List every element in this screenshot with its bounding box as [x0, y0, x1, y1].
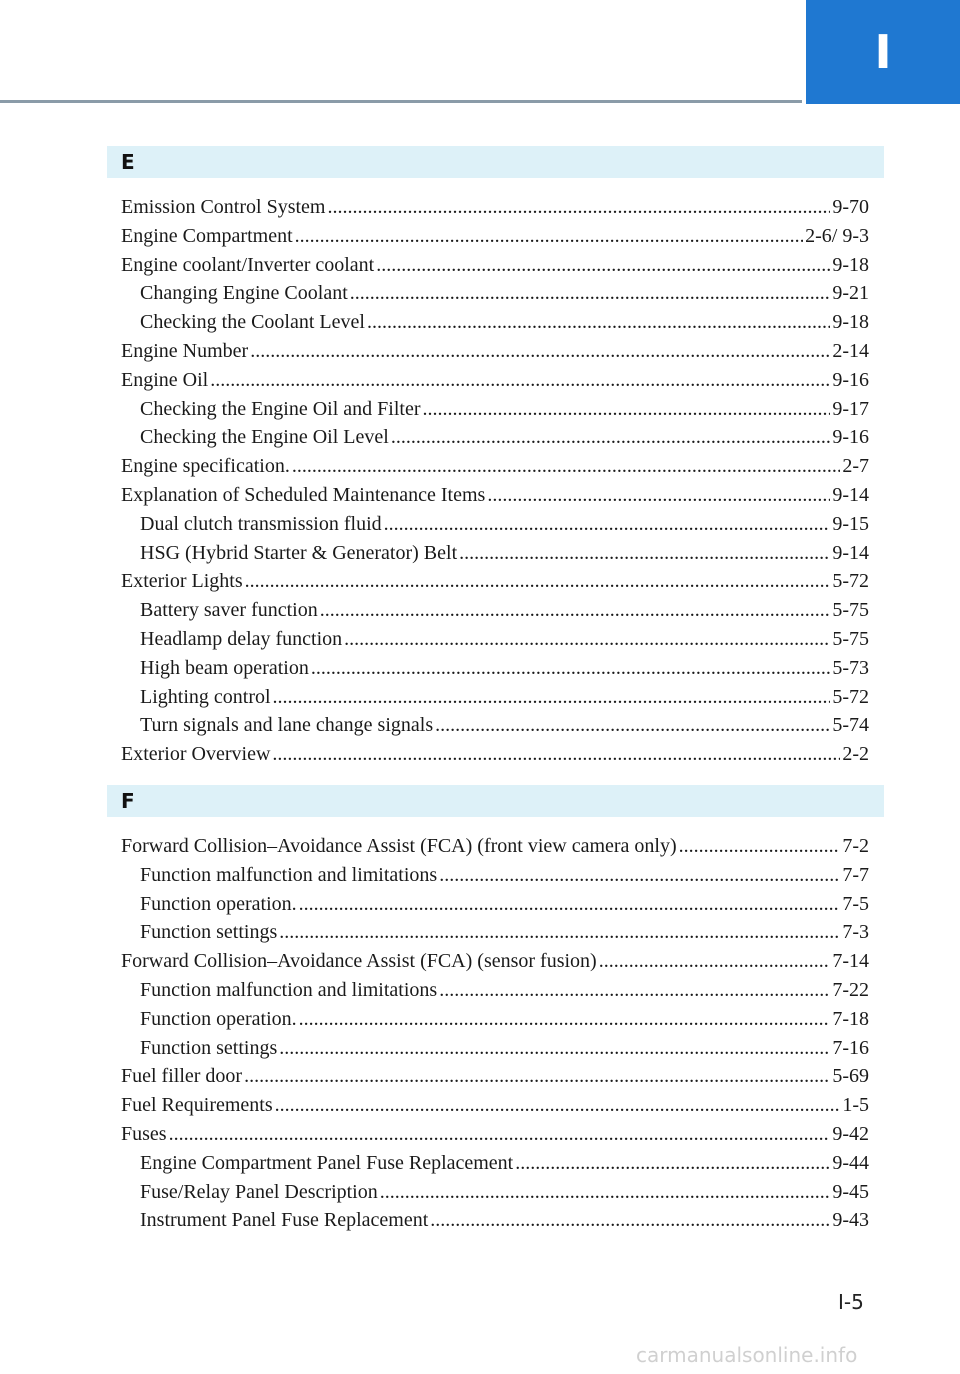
entry-page-ref: 5-73: [832, 656, 869, 679]
entry-label: Fuse/Relay Panel Description: [140, 1180, 378, 1203]
dot-leader: [320, 596, 831, 625]
entry-page-ref: 7-22: [832, 978, 869, 1001]
entry-label: Engine specification.: [121, 455, 290, 478]
entry-label: Engine Oil: [121, 368, 209, 391]
index-entry: [121, 222, 869, 251]
entry-page-ref: 7-18: [832, 1007, 869, 1030]
entry-page-ref: 9-14: [832, 483, 869, 506]
entry-label: HSG (Hybrid Starter & Generator) Belt: [140, 541, 458, 564]
entry-label: Changing Engine Coolant: [140, 282, 348, 305]
dot-leader: [244, 1062, 830, 1091]
entry-page-ref: 9-17: [832, 397, 869, 420]
header-rule: [0, 100, 802, 103]
entry-page-ref: 5-75: [832, 599, 869, 622]
dot-leader: [344, 625, 830, 654]
entry-page-ref: 9-18: [832, 311, 869, 334]
entry-label: Function settings: [140, 921, 278, 944]
index-subentry: [121, 395, 869, 424]
index-entry: [121, 193, 869, 222]
index-entry: [121, 452, 869, 481]
dot-leader: [487, 481, 830, 510]
entry-label: Function operation.: [140, 892, 297, 915]
entry-label: Exterior Overview: [121, 743, 271, 766]
entry-page-ref: 7-14: [832, 950, 869, 973]
entry-page-ref: 9-14: [832, 541, 869, 564]
entry-page-ref: 7-5: [842, 892, 869, 915]
entry-page-ref: 9-42: [832, 1122, 869, 1145]
index-subentry: [121, 596, 869, 625]
entry-label: Lighting control: [140, 685, 271, 708]
entry-page-ref: 9-43: [832, 1209, 869, 1232]
entry-page-ref: 2-6/ 9-3: [805, 224, 869, 247]
entry-page-ref: 9-44: [832, 1151, 869, 1174]
entry-page-ref: 2-2: [842, 743, 869, 766]
entry-page-ref: 1-5: [842, 1094, 869, 1117]
entry-label: Engine coolant/Inverter coolant: [121, 253, 375, 276]
chapter-tab: [806, 0, 960, 104]
entry-page-ref: 7-3: [842, 921, 869, 944]
entry-label: Forward Collision–Avoidance Assist (FCA) (front view camera only): [121, 835, 677, 857]
entry-page-ref: 5-69: [832, 1065, 869, 1088]
index-subentry: [121, 539, 869, 568]
index-subentry: [121, 510, 869, 539]
section-letter: E: [121, 150, 135, 174]
dot-leader: [423, 395, 831, 424]
entry-label: Function malfunction and limitations: [140, 978, 438, 1001]
entry-label: Checking the Coolant Level: [140, 311, 365, 334]
section-letter: F: [121, 789, 135, 813]
dot-leader: [210, 366, 830, 395]
dot-leader: [273, 683, 831, 712]
entry-label: Explanation of Scheduled Maintenance Items: [121, 483, 486, 506]
dot-leader: [515, 1149, 830, 1178]
index-entry: [121, 366, 869, 395]
index-subentry: [121, 1149, 869, 1178]
dot-leader: [295, 222, 803, 251]
dot-leader: [272, 740, 840, 769]
page-number: I-5: [838, 1290, 864, 1314]
index-subentry: [121, 1005, 869, 1034]
dot-leader: [679, 832, 841, 861]
dot-leader: [459, 539, 830, 568]
entry-page-ref: 5-72: [832, 685, 869, 708]
index-entry: [121, 1091, 869, 1120]
index-subentry: [121, 711, 869, 740]
dot-leader: [292, 452, 841, 481]
section-header: [107, 785, 884, 817]
dot-leader: [250, 337, 830, 366]
section-header: [107, 146, 884, 178]
dot-leader: [299, 890, 841, 919]
dot-leader: [327, 193, 830, 222]
dot-leader: [599, 947, 831, 976]
index-entry: [121, 1120, 869, 1149]
index-subentry: [121, 423, 869, 452]
index-subentry: [121, 1178, 869, 1207]
entry-label: Fuel Requirements: [121, 1094, 273, 1117]
index-entry-list: [107, 193, 884, 769]
index-subentry: [121, 625, 869, 654]
dot-leader: [350, 279, 831, 308]
dot-leader: [430, 1206, 830, 1235]
dot-leader: [311, 654, 830, 683]
entry-page-ref: 7-7: [842, 863, 869, 886]
entry-page-ref: 9-16: [832, 368, 869, 391]
index-subentry: [121, 918, 869, 947]
index-subentry: [121, 1034, 869, 1063]
dot-leader: [380, 1178, 831, 1207]
entry-label: Exterior Lights: [121, 570, 243, 593]
index-entry: [121, 337, 869, 366]
dot-leader: [391, 423, 831, 452]
index-subentry: [121, 1206, 869, 1235]
entry-page-ref: 7-16: [832, 1036, 869, 1059]
dot-leader: [439, 976, 830, 1005]
entry-page-ref: 7-2: [842, 835, 869, 857]
entry-label: Checking the Engine Oil and Filter: [140, 397, 421, 420]
index-entry: [121, 567, 869, 596]
entry-label: Emission Control System: [121, 196, 326, 218]
entry-page-ref: 9-16: [832, 426, 869, 449]
entry-page-ref: 9-21: [832, 282, 869, 305]
entry-label: High beam operation: [140, 656, 309, 679]
entry-label: Instrument Panel Fuse Replacement: [140, 1209, 429, 1232]
dot-leader: [279, 1034, 830, 1063]
watermark: carmanualsonline.info: [636, 1343, 858, 1367]
entry-label: Dual clutch transmission fluid: [140, 512, 382, 535]
index-subentry: [121, 890, 869, 919]
dot-leader: [439, 861, 840, 890]
dot-leader: [367, 308, 830, 337]
entry-page-ref: 9-18: [832, 253, 869, 276]
chapter-tab-label: I: [874, 25, 892, 79]
index-subentry: [121, 308, 869, 337]
entry-label: Turn signals and lane change signals: [140, 714, 434, 737]
dot-leader: [376, 251, 830, 280]
index-entry: [121, 832, 869, 861]
entry-page-ref: 2-7: [842, 455, 869, 478]
entry-page-ref: 5-75: [832, 627, 869, 650]
entry-page-ref: 5-72: [832, 570, 869, 593]
index-section-f: [107, 785, 884, 1235]
index-subentry: [121, 683, 869, 712]
entry-label: Fuel filler door: [121, 1065, 243, 1088]
entry-page-ref: 9-70: [832, 196, 869, 218]
entry-label: Checking the Engine Oil Level: [140, 426, 389, 449]
index-section-e: [107, 146, 884, 769]
entry-page-ref: 9-45: [832, 1180, 869, 1203]
index-subentry: [121, 279, 869, 308]
entry-label: Function settings: [140, 1036, 278, 1059]
dot-leader: [435, 711, 830, 740]
dot-leader: [279, 918, 840, 947]
entry-label: Engine Compartment: [121, 224, 293, 247]
dot-leader: [245, 567, 831, 596]
index-entry: [121, 481, 869, 510]
index-entry-list: [107, 832, 884, 1235]
entry-label: Fuses: [121, 1122, 167, 1145]
entry-page-ref: 2-14: [832, 339, 869, 362]
entry-label: Engine Number: [121, 339, 249, 362]
index-subentry: [121, 654, 869, 683]
index-entry: [121, 947, 869, 976]
entry-label: Headlamp delay function: [140, 627, 343, 650]
entry-label: Function malfunction and limitations: [140, 863, 438, 886]
index-subentry: [121, 976, 869, 1005]
index-entry: [121, 251, 869, 280]
entry-label: Function operation.: [140, 1007, 297, 1030]
entry-page-ref: 9-15: [832, 512, 869, 535]
index-subentry: [121, 861, 869, 890]
dot-leader: [384, 510, 831, 539]
index-entry: [121, 1062, 869, 1091]
entry-page-ref: 5-74: [832, 714, 869, 737]
entry-label: Engine Compartment Panel Fuse Replacement: [140, 1151, 514, 1174]
dot-leader: [299, 1005, 831, 1034]
index-entry: [121, 740, 869, 769]
dot-leader: [169, 1120, 831, 1149]
dot-leader: [275, 1091, 841, 1120]
entry-label: Forward Collision–Avoidance Assist (FCA) (sensor fusion): [121, 950, 597, 973]
entry-label: Battery saver function: [140, 599, 318, 622]
